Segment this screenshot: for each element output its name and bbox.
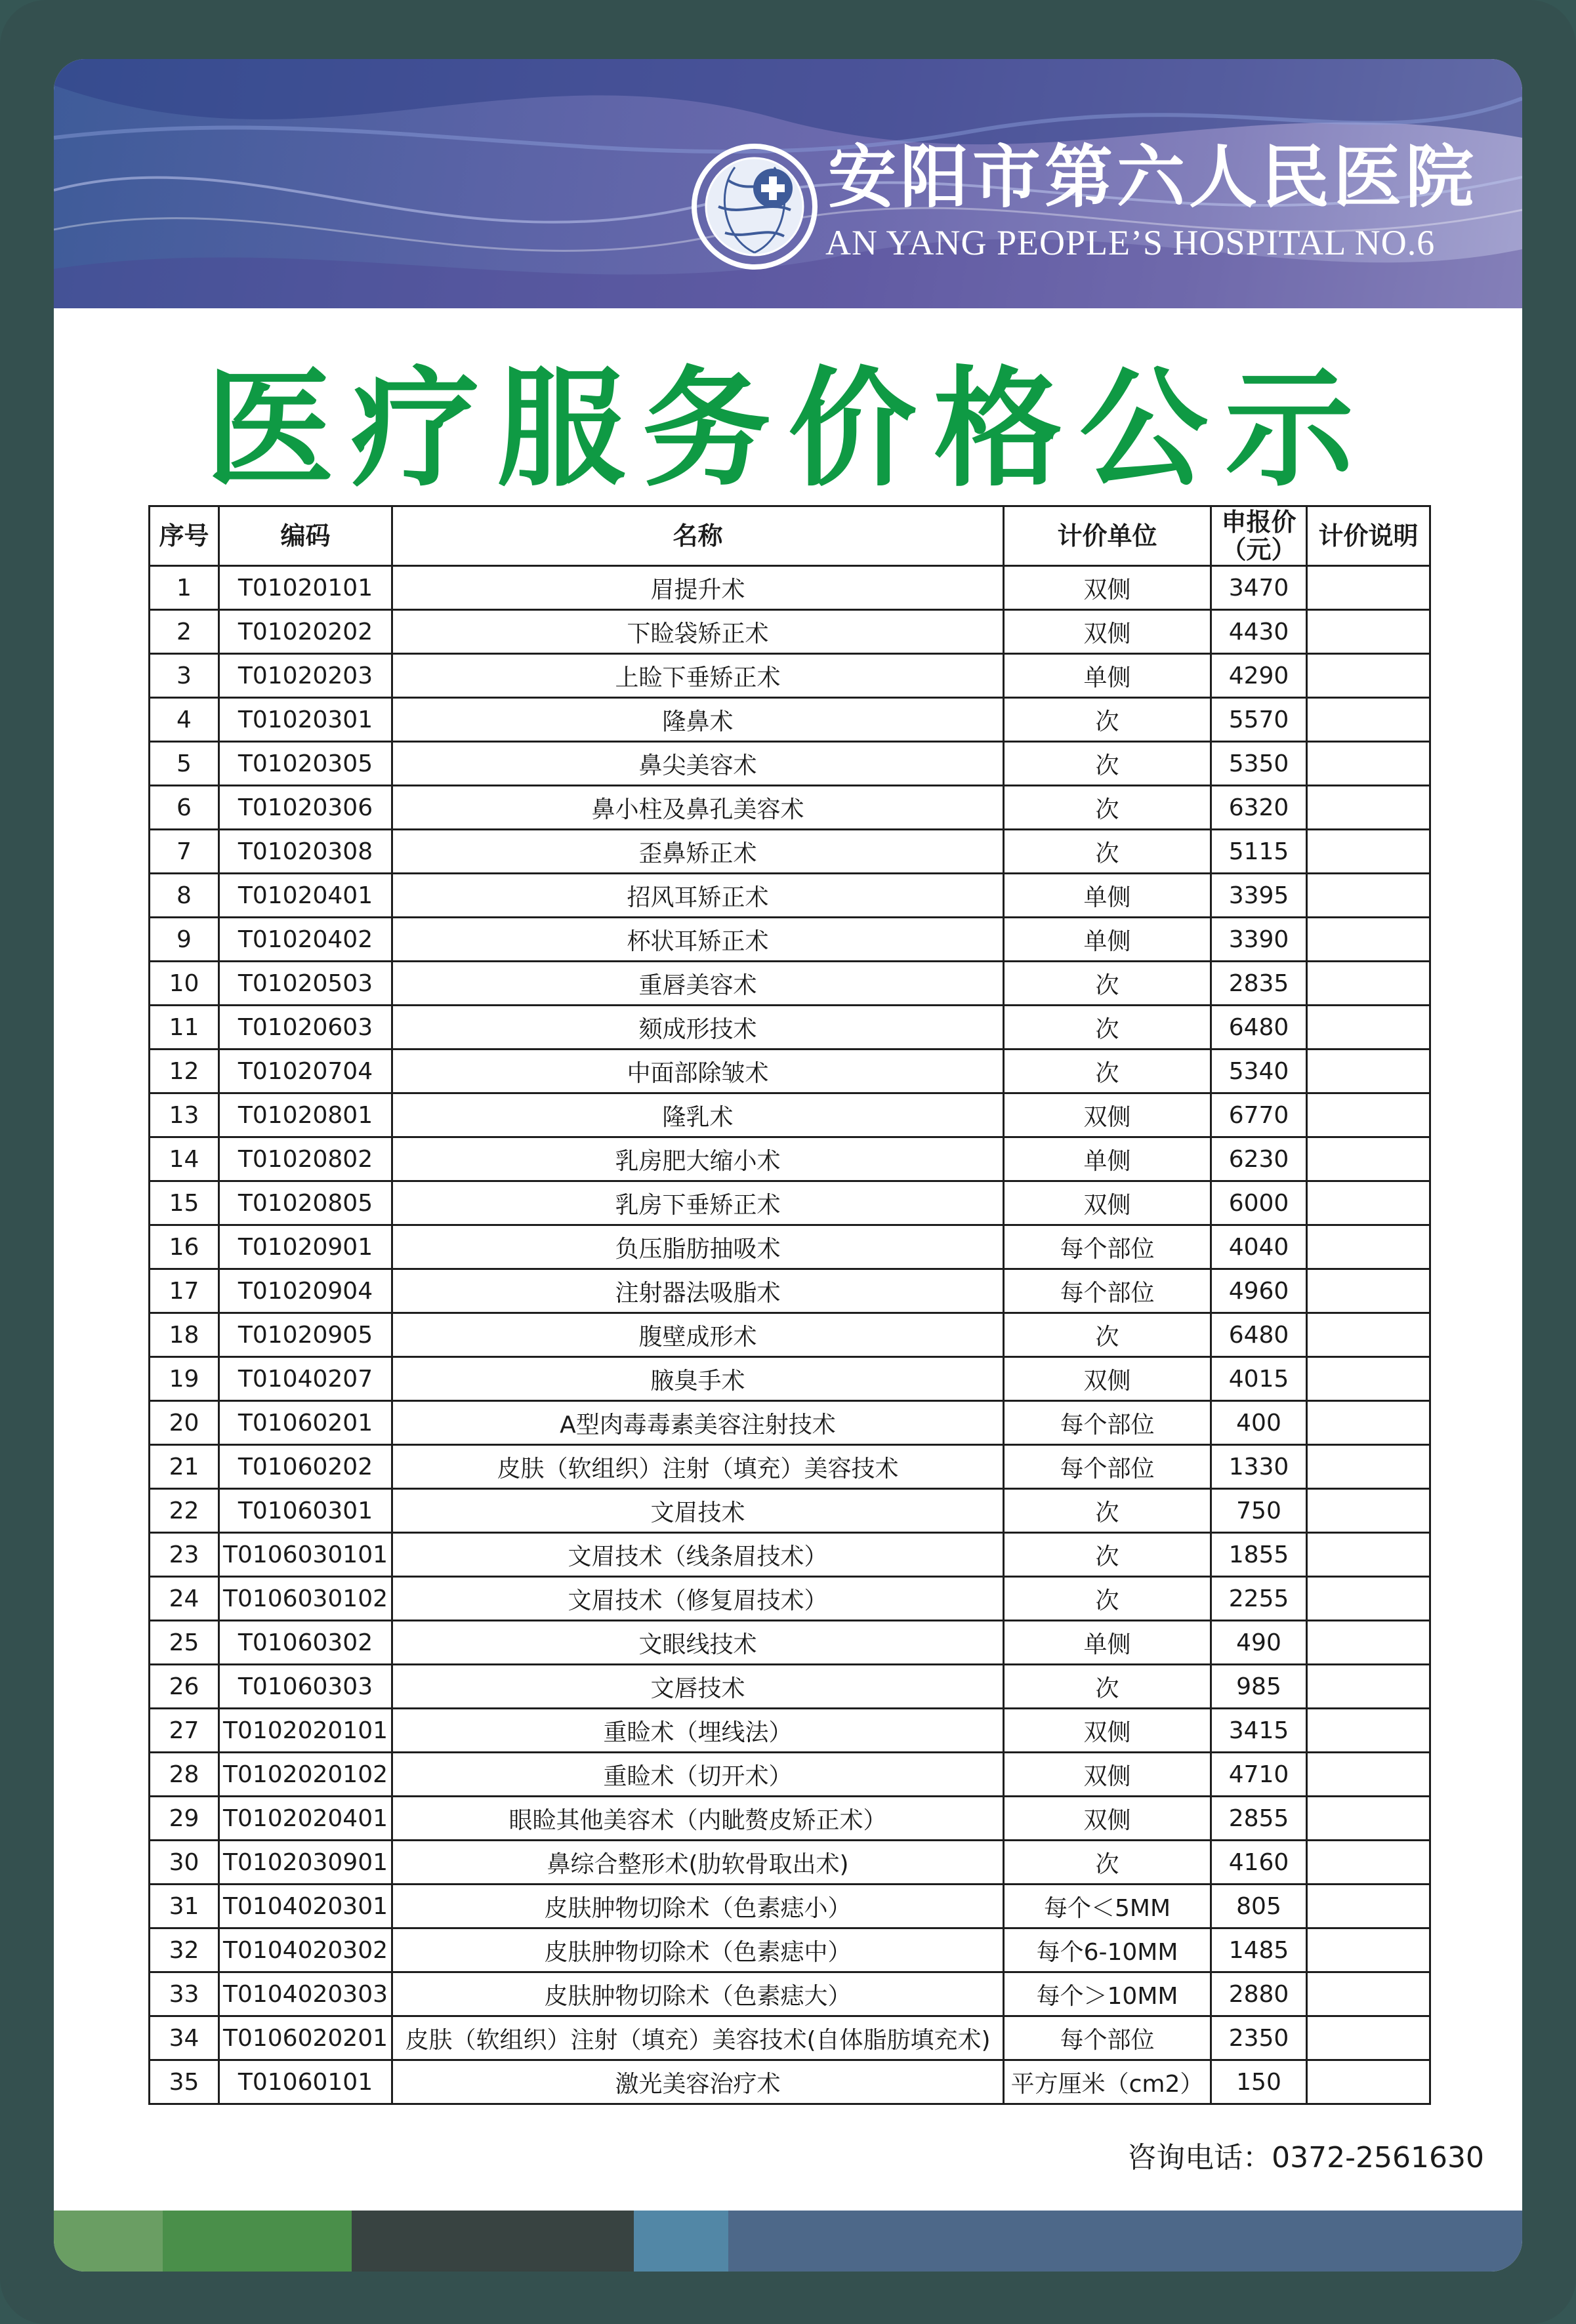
- cell-price: 4015: [1211, 1357, 1307, 1401]
- cell-unit: 次: [1004, 1313, 1211, 1357]
- cell-code: T0106030101: [219, 1533, 392, 1577]
- footer-segment: [728, 2211, 1522, 2272]
- cell-price: 2255: [1211, 1577, 1307, 1621]
- cell-price: 1330: [1211, 1445, 1307, 1489]
- cell-unit: 每个部位: [1004, 2016, 1211, 2060]
- cell-note: [1307, 2016, 1430, 2060]
- cell-price: 5570: [1211, 698, 1307, 742]
- table-row: [150, 1797, 1430, 1841]
- cell-price: 400: [1211, 1401, 1307, 1445]
- table-row: [150, 2016, 1430, 2060]
- cell-name: 眼睑其他美容术（内眦赘皮矫正术）: [392, 1797, 1004, 1841]
- cell-price: 4160: [1211, 1841, 1307, 1885]
- footer-segment: [634, 2211, 728, 2272]
- cell-note: [1307, 1489, 1430, 1533]
- cell-note: [1307, 918, 1430, 962]
- cell-code: T01020308: [219, 830, 392, 874]
- cell-seq: 13: [150, 1093, 219, 1137]
- cell-seq: 18: [150, 1313, 219, 1357]
- cell-unit: 单侧: [1004, 874, 1211, 918]
- cell-seq: 27: [150, 1709, 219, 1753]
- table-row: [150, 1753, 1430, 1797]
- cell-note: [1307, 2060, 1430, 2104]
- table-row: [150, 1577, 1430, 1621]
- cell-note: [1307, 1533, 1430, 1577]
- cell-seq: 6: [150, 786, 219, 830]
- cell-unit: 次: [1004, 1006, 1211, 1050]
- page-title: 医疗服务价格公示: [205, 355, 1371, 504]
- cell-unit: 双侧: [1004, 1797, 1211, 1841]
- cell-name: 文眉技术: [392, 1489, 1004, 1533]
- cell-code: T0106020201: [219, 2016, 392, 2060]
- cell-note: [1307, 1885, 1430, 1928]
- cell-unit: 单侧: [1004, 1621, 1211, 1665]
- cell-unit: 平方厘米（cm2）: [1004, 2060, 1211, 2104]
- cell-name: 鼻综合整形术(肋软骨取出术): [392, 1841, 1004, 1885]
- cell-code: T01020901: [219, 1225, 392, 1269]
- cell-name: 文眉技术（修复眉技术）: [392, 1577, 1004, 1621]
- cell-price: 2855: [1211, 1797, 1307, 1841]
- cell-seq: 30: [150, 1841, 219, 1885]
- cell-name: 激光美容治疗术: [392, 2060, 1004, 2104]
- cell-seq: 7: [150, 830, 219, 874]
- cell-note: [1307, 1841, 1430, 1885]
- cell-code: T01060302: [219, 1621, 392, 1665]
- cell-price: 6480: [1211, 1006, 1307, 1050]
- table-header-row: [150, 506, 1430, 566]
- cell-seq: 1: [150, 566, 219, 610]
- cell-code: T0102030901: [219, 1841, 392, 1885]
- table-row: [150, 830, 1430, 874]
- cell-price: 4710: [1211, 1753, 1307, 1797]
- table-row: [150, 786, 1430, 830]
- cell-unit: 次: [1004, 1533, 1211, 1577]
- cell-name: 文眼线技术: [392, 1621, 1004, 1665]
- cell-price: 5115: [1211, 830, 1307, 874]
- cell-seq: 19: [150, 1357, 219, 1401]
- cell-name: 颏成形技术: [392, 1006, 1004, 1050]
- cell-code: T01020306: [219, 786, 392, 830]
- header-price-line2: （元）: [1221, 535, 1296, 564]
- cell-code: T0104020301: [219, 1885, 392, 1928]
- cell-unit: 每个＜5MM: [1004, 1885, 1211, 1928]
- header-seq: 序号: [150, 506, 219, 566]
- cell-note: [1307, 874, 1430, 918]
- cell-name: 皮肤肿物切除术（色素痣中）: [392, 1928, 1004, 1972]
- contact-phone: 咨询电话：0372-2561630: [1127, 2141, 1484, 2174]
- cell-note: [1307, 654, 1430, 698]
- cell-price: 2835: [1211, 962, 1307, 1006]
- cell-seq: 29: [150, 1797, 219, 1841]
- cell-unit: 双侧: [1004, 1181, 1211, 1225]
- cell-seq: 20: [150, 1401, 219, 1445]
- cell-unit: 每个部位: [1004, 1269, 1211, 1313]
- footer-segment: [163, 2211, 352, 2272]
- cell-note: [1307, 1621, 1430, 1665]
- cell-unit: 次: [1004, 698, 1211, 742]
- cell-code: T01020802: [219, 1137, 392, 1181]
- cell-code: T01060101: [219, 2060, 392, 2104]
- table-row: [150, 962, 1430, 1006]
- table-row: [150, 918, 1430, 962]
- cell-price: 6320: [1211, 786, 1307, 830]
- cell-seq: 3: [150, 654, 219, 698]
- cell-unit: 双侧: [1004, 610, 1211, 654]
- cell-name: 文唇技术: [392, 1665, 1004, 1709]
- table-row: [150, 1050, 1430, 1093]
- cell-unit: 双侧: [1004, 1093, 1211, 1137]
- cell-seq: 25: [150, 1621, 219, 1665]
- cell-code: T01020801: [219, 1093, 392, 1137]
- cell-unit: 单侧: [1004, 1137, 1211, 1181]
- cell-seq: 31: [150, 1885, 219, 1928]
- cell-name: 乳房下垂矫正术: [392, 1181, 1004, 1225]
- table-row: [150, 1137, 1430, 1181]
- cell-price: 4960: [1211, 1269, 1307, 1313]
- cell-unit: 次: [1004, 786, 1211, 830]
- cell-name: 隆鼻术: [392, 698, 1004, 742]
- cell-note: [1307, 566, 1430, 610]
- cell-name: 文眉技术（线条眉技术）: [392, 1533, 1004, 1577]
- cell-price: 5350: [1211, 742, 1307, 786]
- cell-note: [1307, 1401, 1430, 1445]
- cell-name: 眉提升术: [392, 566, 1004, 610]
- cell-code: T01020904: [219, 1269, 392, 1313]
- cell-note: [1307, 1665, 1430, 1709]
- table-row: [150, 1093, 1430, 1137]
- cell-code: T0102020101: [219, 1709, 392, 1753]
- cell-unit: 每个部位: [1004, 1225, 1211, 1269]
- cell-note: [1307, 1269, 1430, 1313]
- cell-price: 490: [1211, 1621, 1307, 1665]
- cell-note: [1307, 1928, 1430, 1972]
- footer-segment: [54, 2211, 163, 2272]
- cell-seq: 8: [150, 874, 219, 918]
- cell-code: T01020402: [219, 918, 392, 962]
- table-row: [150, 742, 1430, 786]
- cell-note: [1307, 1445, 1430, 1489]
- cell-code: T01020503: [219, 962, 392, 1006]
- header-unit: 计价单位: [1004, 506, 1211, 566]
- cell-code: T01060201: [219, 1401, 392, 1445]
- cell-name: 皮肤（软组织）注射（填充）美容技术: [392, 1445, 1004, 1489]
- cell-seq: 11: [150, 1006, 219, 1050]
- cell-unit: 次: [1004, 742, 1211, 786]
- cell-note: [1307, 1753, 1430, 1797]
- header-note: 计价说明: [1307, 506, 1430, 566]
- cell-seq: 34: [150, 2016, 219, 2060]
- cell-price: 4430: [1211, 610, 1307, 654]
- cell-name: 乳房肥大缩小术: [392, 1137, 1004, 1181]
- cell-price: 6230: [1211, 1137, 1307, 1181]
- hospital-name-cn: 安阳市第六人民医院: [828, 136, 1478, 217]
- cell-name: 招风耳矫正术: [392, 874, 1004, 918]
- cell-name: 皮肤肿物切除术（色素痣小）: [392, 1885, 1004, 1928]
- cell-price: 3395: [1211, 874, 1307, 918]
- cell-code: T01040207: [219, 1357, 392, 1401]
- header-price: [1211, 506, 1307, 566]
- cell-price: 750: [1211, 1489, 1307, 1533]
- table-row: [150, 1972, 1430, 2016]
- cell-note: [1307, 1181, 1430, 1225]
- table-body: [150, 566, 1430, 2104]
- cell-seq: 22: [150, 1489, 219, 1533]
- table-row: [150, 1709, 1430, 1753]
- cell-price: 3470: [1211, 566, 1307, 610]
- cell-note: [1307, 1709, 1430, 1753]
- cell-unit: 每个部位: [1004, 1401, 1211, 1445]
- cell-name: 下睑袋矫正术: [392, 610, 1004, 654]
- header-banner: [54, 59, 1522, 308]
- cell-name: 中面部除皱术: [392, 1050, 1004, 1093]
- header-price-line1: 申报价: [1221, 508, 1296, 537]
- cell-price: 4040: [1211, 1225, 1307, 1269]
- table-row: [150, 1269, 1430, 1313]
- cell-code: T01020704: [219, 1050, 392, 1093]
- table-row: [150, 654, 1430, 698]
- table-row: [150, 610, 1430, 654]
- cell-price: 805: [1211, 1885, 1307, 1928]
- cell-note: [1307, 698, 1430, 742]
- cell-note: [1307, 1577, 1430, 1621]
- cell-name: 皮肤肿物切除术（色素痣大）: [392, 1972, 1004, 2016]
- cell-seq: 23: [150, 1533, 219, 1577]
- cell-note: [1307, 1225, 1430, 1269]
- cell-unit: 每个＞10MM: [1004, 1972, 1211, 2016]
- cell-code: T0102020102: [219, 1753, 392, 1797]
- cell-code: T0106030102: [219, 1577, 392, 1621]
- cell-seq: 21: [150, 1445, 219, 1489]
- cell-seq: 24: [150, 1577, 219, 1621]
- cell-seq: 15: [150, 1181, 219, 1225]
- cell-price: 985: [1211, 1665, 1307, 1709]
- cell-price: 2350: [1211, 2016, 1307, 2060]
- cell-seq: 2: [150, 610, 219, 654]
- cell-note: [1307, 1137, 1430, 1181]
- cell-code: T0104020302: [219, 1928, 392, 1972]
- cell-unit: 双侧: [1004, 1357, 1211, 1401]
- cell-name: 皮肤（软组织）注射（填充）美容技术(自体脂肪填充术): [392, 2016, 1004, 2060]
- table-row: [150, 1665, 1430, 1709]
- cell-seq: 4: [150, 698, 219, 742]
- table-row: [150, 1445, 1430, 1489]
- cell-unit: 次: [1004, 830, 1211, 874]
- cell-price: 2880: [1211, 1972, 1307, 2016]
- cell-unit: 次: [1004, 1841, 1211, 1885]
- cell-seq: 14: [150, 1137, 219, 1181]
- cell-unit: 单侧: [1004, 918, 1211, 962]
- cell-note: [1307, 610, 1430, 654]
- cell-unit: 每个6-10MM: [1004, 1928, 1211, 1972]
- cell-seq: 28: [150, 1753, 219, 1797]
- cell-name: 重睑术（埋线法）: [392, 1709, 1004, 1753]
- table-row: [150, 1357, 1430, 1401]
- table-row: [150, 1313, 1430, 1357]
- cell-price: 3390: [1211, 918, 1307, 962]
- cell-price: 6000: [1211, 1181, 1307, 1225]
- cell-note: [1307, 1797, 1430, 1841]
- cell-name: 注射器法吸脂术: [392, 1269, 1004, 1313]
- cell-seq: 12: [150, 1050, 219, 1093]
- table-row: [150, 874, 1430, 918]
- cell-note: [1307, 962, 1430, 1006]
- cell-code: T01060202: [219, 1445, 392, 1489]
- table-row: [150, 698, 1430, 742]
- footer-color-bar: [54, 2211, 1522, 2272]
- cell-seq: 16: [150, 1225, 219, 1269]
- cell-code: T0102020401: [219, 1797, 392, 1841]
- price-table: [148, 505, 1431, 2105]
- cell-price: 6480: [1211, 1313, 1307, 1357]
- hospital-globe-cross-icon: [689, 141, 820, 272]
- cell-unit: 单侧: [1004, 654, 1211, 698]
- cell-note: [1307, 786, 1430, 830]
- cell-seq: 35: [150, 2060, 219, 2104]
- cell-unit: 次: [1004, 962, 1211, 1006]
- cell-seq: 32: [150, 1928, 219, 1972]
- cell-price: 6770: [1211, 1093, 1307, 1137]
- cell-price: 150: [1211, 2060, 1307, 2104]
- cell-note: [1307, 830, 1430, 874]
- cell-name: 重睑术（切开术）: [392, 1753, 1004, 1797]
- cell-name: 重唇美容术: [392, 962, 1004, 1006]
- cell-note: [1307, 1050, 1430, 1093]
- cell-name: 鼻尖美容术: [392, 742, 1004, 786]
- footer-segment: [352, 2211, 634, 2272]
- cell-code: T01020401: [219, 874, 392, 918]
- cell-price: 1485: [1211, 1928, 1307, 1972]
- cell-note: [1307, 1357, 1430, 1401]
- cell-name: 歪鼻矫正术: [392, 830, 1004, 874]
- table-row: [150, 2060, 1430, 2104]
- header-name: 名称: [392, 506, 1004, 566]
- cell-code: T01020603: [219, 1006, 392, 1050]
- cell-note: [1307, 1972, 1430, 2016]
- cell-code: T01060303: [219, 1665, 392, 1709]
- cell-seq: 33: [150, 1972, 219, 2016]
- cell-name: 杯状耳矫正术: [392, 918, 1004, 962]
- cell-name: 隆乳术: [392, 1093, 1004, 1137]
- cell-name: 负压脂肪抽吸术: [392, 1225, 1004, 1269]
- cell-unit: 次: [1004, 1050, 1211, 1093]
- cell-note: [1307, 1313, 1430, 1357]
- table-row: [150, 1181, 1430, 1225]
- cell-unit: 次: [1004, 1489, 1211, 1533]
- cell-unit: 每个部位: [1004, 1445, 1211, 1489]
- cell-name: 腹壁成形术: [392, 1313, 1004, 1357]
- cell-code: T01020805: [219, 1181, 392, 1225]
- table-row: [150, 566, 1430, 610]
- cell-code: T01020905: [219, 1313, 392, 1357]
- table-row: [150, 1225, 1430, 1269]
- cell-code: T01020301: [219, 698, 392, 742]
- table-row: [150, 1006, 1430, 1050]
- table-row: [150, 1533, 1430, 1577]
- hospital-name-en: AN YANG PEOPLE’S HOSPITAL NO.6: [825, 223, 1436, 262]
- cell-seq: 17: [150, 1269, 219, 1313]
- cell-code: T01020101: [219, 566, 392, 610]
- table-row: [150, 1841, 1430, 1885]
- cell-price: 3415: [1211, 1709, 1307, 1753]
- table-row: [150, 1885, 1430, 1928]
- cell-unit: 双侧: [1004, 566, 1211, 610]
- cell-unit: 次: [1004, 1665, 1211, 1709]
- cell-code: T01020203: [219, 654, 392, 698]
- cell-name: A型肉毒毒素美容注射技术: [392, 1401, 1004, 1445]
- cell-name: 腋臭手术: [392, 1357, 1004, 1401]
- cell-unit: 双侧: [1004, 1709, 1211, 1753]
- cell-name: 上睑下垂矫正术: [392, 654, 1004, 698]
- cell-unit: 次: [1004, 1577, 1211, 1621]
- header-code: 编码: [219, 506, 392, 566]
- cell-code: T0104020303: [219, 1972, 392, 2016]
- table-row: [150, 1401, 1430, 1445]
- cell-code: T01060301: [219, 1489, 392, 1533]
- table-row: [150, 1489, 1430, 1533]
- cell-price: 1855: [1211, 1533, 1307, 1577]
- cell-price: 5340: [1211, 1050, 1307, 1093]
- hospital-logo: [689, 141, 820, 272]
- table-row: [150, 1928, 1430, 1972]
- cell-note: [1307, 1006, 1430, 1050]
- cell-seq: 10: [150, 962, 219, 1006]
- notice-board: [54, 59, 1522, 2272]
- cell-seq: 9: [150, 918, 219, 962]
- cell-unit: 双侧: [1004, 1753, 1211, 1797]
- cell-seq: 26: [150, 1665, 219, 1709]
- cell-seq: 5: [150, 742, 219, 786]
- table-row: [150, 1621, 1430, 1665]
- cell-note: [1307, 742, 1430, 786]
- cell-code: T01020305: [219, 742, 392, 786]
- cell-note: [1307, 1093, 1430, 1137]
- cell-code: T01020202: [219, 610, 392, 654]
- cell-price: 4290: [1211, 654, 1307, 698]
- cell-name: 鼻小柱及鼻孔美容术: [392, 786, 1004, 830]
